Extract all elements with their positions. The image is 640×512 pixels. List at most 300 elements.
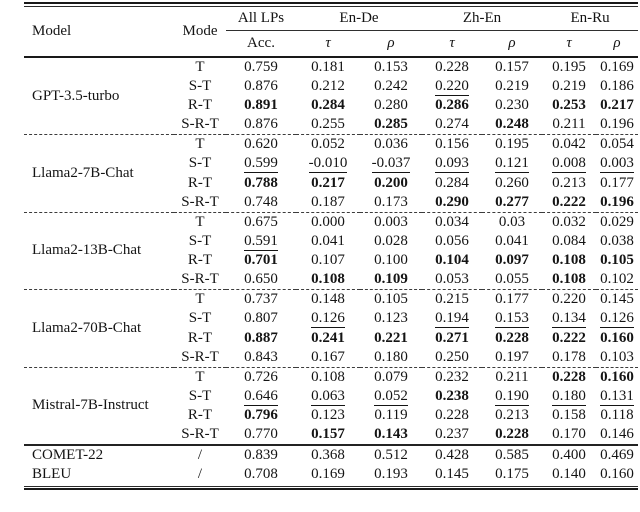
subheader-en-de-rho: ρ bbox=[360, 31, 422, 58]
value-cell bbox=[296, 135, 360, 154]
value-cell-text: 0.028 bbox=[374, 232, 408, 249]
value-cell bbox=[482, 96, 542, 115]
value-cell-text: 0.084 bbox=[552, 232, 586, 249]
model-name bbox=[24, 57, 174, 135]
value-cell-text: 0.054 bbox=[600, 136, 634, 152]
value-cell bbox=[226, 232, 296, 251]
value-cell bbox=[226, 96, 296, 115]
value-cell bbox=[422, 445, 482, 465]
mode-value-text: S-R-T bbox=[181, 271, 219, 288]
value-cell-text: 0.512 bbox=[374, 446, 408, 463]
baseline-name bbox=[24, 445, 174, 465]
value-cell-text: 0.053 bbox=[435, 271, 469, 288]
value-cell-text: 0.428 bbox=[435, 446, 469, 463]
value-cell bbox=[296, 348, 360, 367]
value-cell bbox=[542, 76, 596, 95]
value-cell-text: 0.143 bbox=[374, 426, 408, 443]
value-cell-text: 0.042 bbox=[552, 136, 586, 152]
results-table-container bbox=[24, 2, 638, 490]
value-cell-text: 0.056 bbox=[435, 232, 469, 249]
value-cell bbox=[596, 348, 638, 367]
mode-value-text: S-R-T bbox=[181, 193, 219, 210]
value-cell-text: 0.675 bbox=[244, 213, 278, 230]
value-cell bbox=[296, 270, 360, 289]
value-cell-text: 0.213 bbox=[495, 407, 529, 424]
value-cell bbox=[226, 270, 296, 289]
value-cell-text: 0.187 bbox=[311, 193, 345, 210]
value-cell bbox=[422, 465, 482, 485]
value-cell bbox=[596, 96, 638, 115]
value-cell bbox=[596, 154, 638, 173]
value-cell bbox=[422, 251, 482, 270]
value-cell bbox=[542, 232, 596, 251]
value-cell bbox=[596, 406, 638, 425]
mode-value-text: / bbox=[197, 466, 203, 483]
value-cell bbox=[542, 290, 596, 309]
value-cell-text: 0.839 bbox=[244, 446, 278, 463]
value-cell-text: 0.063 bbox=[311, 387, 345, 404]
value-cell bbox=[226, 212, 296, 231]
mode-value bbox=[174, 445, 226, 465]
value-cell-text: 0.103 bbox=[600, 348, 634, 365]
value-cell bbox=[422, 115, 482, 134]
value-cell-text: 0.108 bbox=[552, 271, 586, 288]
value-cell-text: 0.701 bbox=[244, 252, 278, 269]
value-cell-text: 0.228 bbox=[435, 407, 469, 424]
value-cell bbox=[596, 193, 638, 212]
mode-value bbox=[174, 96, 226, 115]
value-cell bbox=[360, 445, 422, 465]
value-cell-text: 0.145 bbox=[435, 466, 469, 483]
baseline-name-text: COMET-22 bbox=[32, 446, 104, 463]
value-cell-text: 0.253 bbox=[552, 96, 586, 113]
value-cell-text: 0.104 bbox=[435, 252, 469, 269]
value-cell-text: 0.038 bbox=[600, 232, 634, 249]
value-cell-text: 0.121 bbox=[495, 155, 529, 172]
mode-value bbox=[174, 154, 226, 173]
value-cell bbox=[482, 290, 542, 309]
value-cell bbox=[360, 270, 422, 289]
value-cell bbox=[596, 445, 638, 465]
value-cell-text: 0.737 bbox=[244, 291, 278, 308]
mode-value bbox=[174, 115, 226, 134]
value-cell-text: 0.153 bbox=[495, 310, 529, 327]
value-cell-text: 0.126 bbox=[311, 310, 345, 327]
value-cell bbox=[422, 367, 482, 386]
value-cell-text: 0.196 bbox=[600, 116, 634, 133]
value-cell bbox=[596, 465, 638, 485]
value-cell-text: 0.290 bbox=[435, 193, 469, 210]
value-cell bbox=[422, 57, 482, 76]
value-cell bbox=[542, 425, 596, 444]
value-cell-text: 0.170 bbox=[552, 426, 586, 443]
baseline-row bbox=[24, 465, 638, 485]
value-cell bbox=[422, 76, 482, 95]
mode-value-text: T bbox=[195, 213, 205, 230]
value-cell bbox=[422, 270, 482, 289]
value-cell bbox=[360, 251, 422, 270]
value-cell bbox=[360, 57, 422, 76]
value-cell-text: 0.160 bbox=[600, 368, 634, 385]
mode-value bbox=[174, 387, 226, 406]
value-cell-text: 0.093 bbox=[435, 155, 469, 172]
value-cell-text: 0.079 bbox=[374, 368, 408, 385]
value-cell bbox=[482, 232, 542, 251]
value-cell bbox=[226, 173, 296, 192]
value-cell-text: 0.131 bbox=[600, 387, 634, 404]
mode-value bbox=[174, 367, 226, 386]
column-header-model: Model bbox=[24, 7, 174, 57]
value-cell-text: 0.123 bbox=[311, 407, 345, 424]
mode-value-text: T bbox=[195, 291, 205, 308]
value-cell-text: 0.003 bbox=[600, 155, 634, 172]
value-cell-text: 0.708 bbox=[244, 466, 278, 483]
value-cell-text: 0.271 bbox=[435, 329, 469, 346]
value-cell-text: 0.796 bbox=[244, 407, 278, 424]
value-cell bbox=[360, 154, 422, 173]
value-cell bbox=[482, 348, 542, 367]
value-cell bbox=[226, 465, 296, 485]
subheader-en-ru-rho: ρ bbox=[596, 31, 638, 58]
value-cell bbox=[226, 251, 296, 270]
value-cell-text: 0.228 bbox=[495, 329, 529, 346]
value-cell bbox=[360, 309, 422, 328]
mode-value-text: S-R-T bbox=[181, 426, 219, 443]
mode-value-text: S-T bbox=[188, 77, 212, 94]
value-cell-text: 0.029 bbox=[600, 213, 634, 230]
mode-value bbox=[174, 465, 226, 485]
mode-value-text: T bbox=[195, 58, 205, 75]
value-cell-text: 0.238 bbox=[435, 387, 469, 404]
value-cell-text: 0.173 bbox=[374, 193, 408, 210]
value-cell-text: 0.599 bbox=[244, 155, 278, 172]
value-cell bbox=[296, 425, 360, 444]
value-cell bbox=[422, 290, 482, 309]
value-cell bbox=[360, 348, 422, 367]
value-cell-text: 0.119 bbox=[374, 407, 408, 424]
mode-value bbox=[174, 212, 226, 231]
subheader-en-ru-tau: τ bbox=[542, 31, 596, 58]
value-cell bbox=[226, 348, 296, 367]
value-cell bbox=[296, 173, 360, 192]
value-cell-text: 0.368 bbox=[311, 446, 345, 463]
value-cell bbox=[482, 154, 542, 173]
value-cell-text: -0.010 bbox=[308, 155, 348, 172]
value-cell bbox=[596, 76, 638, 95]
value-cell bbox=[296, 251, 360, 270]
value-cell-text: 0.843 bbox=[244, 348, 278, 365]
value-cell bbox=[596, 212, 638, 231]
table-body bbox=[24, 57, 638, 485]
mode-value-text: R-T bbox=[187, 252, 213, 269]
value-cell bbox=[482, 193, 542, 212]
value-cell-text: 0.041 bbox=[311, 232, 345, 249]
value-cell-text: 0.102 bbox=[600, 271, 634, 288]
mode-value bbox=[174, 270, 226, 289]
value-cell bbox=[422, 387, 482, 406]
value-cell bbox=[296, 290, 360, 309]
value-cell bbox=[422, 154, 482, 173]
baseline-name-text: BLEU bbox=[32, 466, 72, 483]
value-cell-text: 0.285 bbox=[374, 116, 408, 133]
value-cell-text: 0.105 bbox=[600, 252, 634, 269]
subheader-zh-en-rho: ρ bbox=[482, 31, 542, 58]
value-cell-text: 0.118 bbox=[600, 407, 634, 424]
value-cell bbox=[422, 309, 482, 328]
value-cell-text: 0.126 bbox=[600, 310, 634, 327]
value-cell bbox=[542, 445, 596, 465]
mode-value bbox=[174, 251, 226, 270]
mode-value-text: S-T bbox=[188, 310, 212, 327]
value-cell bbox=[360, 387, 422, 406]
table-row bbox=[24, 135, 638, 154]
model-name bbox=[24, 290, 174, 368]
value-cell bbox=[596, 270, 638, 289]
value-cell bbox=[482, 76, 542, 95]
value-cell-text: 0.195 bbox=[552, 58, 586, 75]
mode-value-text: R-T bbox=[187, 407, 213, 424]
model-name-text: GPT-3.5-turbo bbox=[32, 87, 120, 104]
value-cell-text: 0.157 bbox=[311, 426, 345, 443]
column-header-mode: Mode bbox=[174, 7, 226, 57]
value-cell-text: 0.217 bbox=[311, 174, 345, 191]
value-cell-text: 0.228 bbox=[435, 58, 469, 75]
value-cell-text: 0.274 bbox=[435, 116, 469, 133]
value-cell bbox=[226, 328, 296, 347]
value-cell-text: 0.052 bbox=[374, 387, 408, 404]
value-cell bbox=[482, 425, 542, 444]
group-header-en-ru: En-Ru bbox=[542, 7, 638, 31]
value-cell bbox=[542, 270, 596, 289]
group-header-en-de: En-De bbox=[296, 7, 422, 31]
value-cell bbox=[360, 425, 422, 444]
value-cell bbox=[482, 57, 542, 76]
value-cell-text: 0.100 bbox=[374, 252, 408, 269]
value-cell-text: 0.108 bbox=[552, 252, 586, 269]
value-cell-text: 0.193 bbox=[374, 466, 408, 483]
mode-value bbox=[174, 425, 226, 444]
value-cell-text: 0.284 bbox=[311, 96, 345, 113]
value-cell bbox=[542, 135, 596, 154]
value-cell bbox=[296, 309, 360, 328]
value-cell-text: 0.215 bbox=[435, 291, 469, 308]
value-cell-text: 0.145 bbox=[600, 291, 634, 308]
value-cell-text: 0.469 bbox=[600, 446, 634, 463]
mode-value-text: S-R-T bbox=[181, 348, 219, 365]
value-cell bbox=[596, 425, 638, 444]
value-cell-text: 0.219 bbox=[552, 77, 586, 94]
value-cell bbox=[296, 367, 360, 386]
value-cell-text: 0.105 bbox=[374, 291, 408, 308]
value-cell bbox=[482, 173, 542, 192]
mode-value-text: S-T bbox=[188, 155, 212, 172]
value-cell bbox=[226, 367, 296, 386]
value-cell-text: 0.220 bbox=[552, 291, 586, 308]
value-cell bbox=[542, 367, 596, 386]
value-cell bbox=[542, 387, 596, 406]
value-cell-text: 0.211 bbox=[552, 116, 586, 133]
value-cell bbox=[360, 173, 422, 192]
results-table bbox=[24, 7, 638, 485]
value-cell bbox=[542, 309, 596, 328]
value-cell bbox=[422, 135, 482, 154]
value-cell bbox=[482, 367, 542, 386]
value-cell bbox=[296, 465, 360, 485]
mode-value bbox=[174, 406, 226, 425]
value-cell-text: 0.178 bbox=[552, 348, 586, 365]
value-cell bbox=[296, 387, 360, 406]
value-cell-text: 0.280 bbox=[374, 96, 408, 113]
value-cell-text: 0.190 bbox=[495, 387, 529, 404]
value-cell-text: 0.237 bbox=[435, 426, 469, 443]
value-cell-text: 0.211 bbox=[495, 368, 529, 385]
value-cell bbox=[360, 96, 422, 115]
value-cell bbox=[360, 115, 422, 134]
mode-value bbox=[174, 57, 226, 76]
value-cell-text: 0.222 bbox=[552, 193, 586, 210]
model-name-text: Llama2-7B-Chat bbox=[32, 164, 134, 181]
value-cell-text: 0.148 bbox=[311, 291, 345, 308]
value-cell-text: 0.140 bbox=[552, 466, 586, 483]
value-cell-text: 0.228 bbox=[495, 426, 529, 443]
value-cell-text: 0.156 bbox=[435, 136, 469, 152]
value-cell-text: 0.242 bbox=[374, 77, 408, 94]
value-cell bbox=[596, 115, 638, 134]
value-cell-text: 0.175 bbox=[495, 466, 529, 483]
value-cell bbox=[482, 212, 542, 231]
value-cell bbox=[226, 425, 296, 444]
value-cell-text: 0.041 bbox=[495, 232, 529, 249]
value-cell-text: -0.037 bbox=[371, 155, 411, 172]
value-cell-text: 0.003 bbox=[374, 213, 408, 230]
value-cell bbox=[360, 328, 422, 347]
value-cell-text: 0.217 bbox=[600, 96, 634, 113]
value-cell-text: 0.052 bbox=[311, 136, 345, 152]
value-cell bbox=[296, 115, 360, 134]
value-cell-text: 0.876 bbox=[244, 77, 278, 94]
value-cell bbox=[482, 328, 542, 347]
value-cell-text: 0.807 bbox=[244, 310, 278, 327]
value-cell-text: 0.277 bbox=[495, 193, 529, 210]
mode-value bbox=[174, 232, 226, 251]
value-cell-text: 0.197 bbox=[495, 348, 529, 365]
value-cell bbox=[360, 135, 422, 154]
value-cell bbox=[226, 406, 296, 425]
value-cell bbox=[422, 173, 482, 192]
value-cell-text: 0.160 bbox=[600, 466, 634, 483]
value-cell bbox=[542, 154, 596, 173]
value-cell-text: 0.248 bbox=[495, 116, 529, 133]
value-cell-text: 0.788 bbox=[244, 174, 278, 191]
value-cell-text: 0.177 bbox=[600, 174, 634, 191]
value-cell-text: 0.108 bbox=[311, 368, 345, 385]
mode-value bbox=[174, 309, 226, 328]
value-cell-text: 0.123 bbox=[374, 310, 408, 327]
value-cell bbox=[296, 232, 360, 251]
value-cell-text: 0.748 bbox=[244, 193, 278, 210]
value-cell bbox=[596, 328, 638, 347]
value-cell bbox=[226, 154, 296, 173]
value-cell-text: 0.108 bbox=[311, 271, 345, 288]
value-cell-text: 0.146 bbox=[600, 426, 634, 443]
value-cell-text: 0.887 bbox=[244, 329, 278, 346]
value-cell-text: 0.230 bbox=[495, 96, 529, 113]
value-cell bbox=[542, 212, 596, 231]
subheader-acc: Acc. bbox=[226, 31, 296, 58]
mode-value-text: S-R-T bbox=[181, 116, 219, 133]
table-row bbox=[24, 57, 638, 76]
value-cell bbox=[422, 425, 482, 444]
value-cell bbox=[542, 406, 596, 425]
value-cell bbox=[596, 135, 638, 154]
mode-value-text: / bbox=[197, 446, 203, 463]
model-name bbox=[24, 367, 174, 445]
baseline-row bbox=[24, 445, 638, 465]
value-cell-text: 0.153 bbox=[374, 58, 408, 75]
value-cell-text: 0.200 bbox=[374, 174, 408, 191]
value-cell-text: 0.169 bbox=[311, 466, 345, 483]
mode-value-text: T bbox=[195, 136, 205, 152]
value-cell-text: 0.591 bbox=[244, 232, 278, 249]
value-cell bbox=[482, 135, 542, 154]
value-cell-text: 0.000 bbox=[311, 213, 345, 230]
value-cell bbox=[296, 76, 360, 95]
value-cell bbox=[482, 406, 542, 425]
value-cell bbox=[482, 270, 542, 289]
mode-value bbox=[174, 193, 226, 212]
model-name-text: Mistral-7B-Instruct bbox=[32, 397, 149, 414]
value-cell bbox=[422, 212, 482, 231]
value-cell bbox=[422, 406, 482, 425]
baseline-name bbox=[24, 465, 174, 485]
table-row bbox=[24, 367, 638, 386]
value-cell bbox=[542, 328, 596, 347]
model-name bbox=[24, 135, 174, 213]
value-cell-text: 0.228 bbox=[552, 368, 586, 385]
value-cell-text: 0.255 bbox=[311, 116, 345, 133]
value-cell bbox=[296, 406, 360, 425]
value-cell-text: 0.212 bbox=[311, 77, 345, 94]
value-cell bbox=[296, 212, 360, 231]
value-cell bbox=[542, 251, 596, 270]
value-cell bbox=[422, 193, 482, 212]
value-cell bbox=[596, 232, 638, 251]
mode-value bbox=[174, 173, 226, 192]
value-cell-text: 0.650 bbox=[244, 271, 278, 288]
mode-value-text: R-T bbox=[187, 174, 213, 191]
value-cell bbox=[422, 96, 482, 115]
value-cell-text: 0.167 bbox=[311, 348, 345, 365]
value-cell-text: 0.195 bbox=[495, 136, 529, 152]
value-cell bbox=[422, 232, 482, 251]
value-cell bbox=[596, 251, 638, 270]
value-cell-text: 0.181 bbox=[311, 58, 345, 75]
value-cell-text: 0.186 bbox=[600, 77, 634, 94]
value-cell bbox=[226, 309, 296, 328]
value-cell-text: 0.109 bbox=[374, 271, 408, 288]
value-cell bbox=[482, 387, 542, 406]
value-cell bbox=[422, 348, 482, 367]
value-cell bbox=[360, 76, 422, 95]
value-cell-text: 0.646 bbox=[244, 387, 278, 404]
value-cell bbox=[226, 290, 296, 309]
value-cell bbox=[542, 348, 596, 367]
value-cell bbox=[360, 367, 422, 386]
value-cell bbox=[542, 115, 596, 134]
value-cell-text: 0.180 bbox=[552, 387, 586, 404]
value-cell bbox=[226, 57, 296, 76]
value-cell-text: 0.286 bbox=[435, 96, 469, 113]
